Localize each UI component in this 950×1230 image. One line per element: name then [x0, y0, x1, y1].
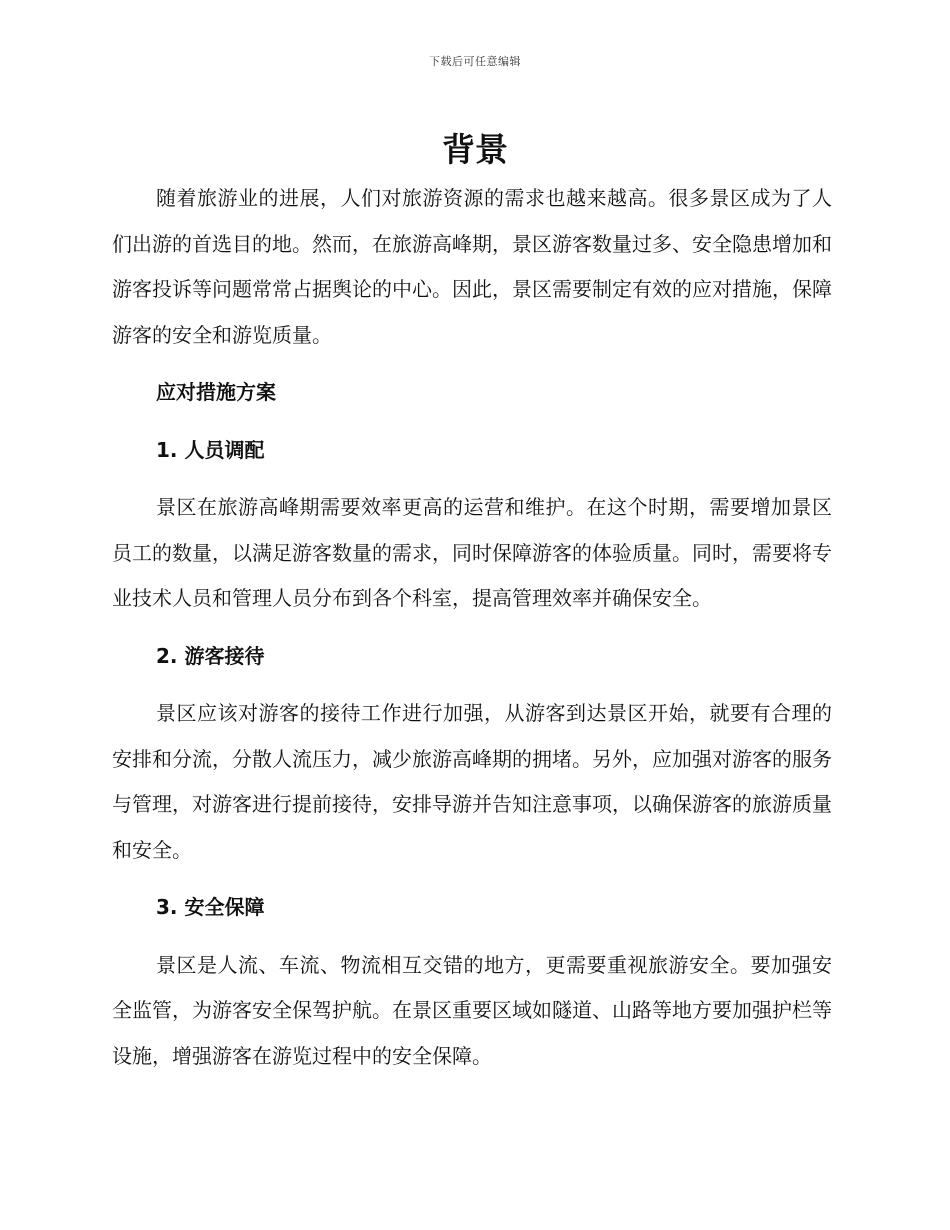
section-body-safety: 景区是人流、车流、物流相互交错的地方，更需要重视旅游安全。要加强安全监管，为游客安全保驾护航。在景区重要区域如隧道、山路等地方要加强护栏等设施，增强游客在游览过程中的安全保障。 [112, 952, 832, 1068]
section-body-reception: 景区应该对游客的接待工作进行加强，从游客到达景区开始，就要有合理的安排和分流，分散人流压力，减少旅游高峰期的拥堵。另外，应加强对游客的服务与管理，对游客进行提前接待，安排导游并告知注意事项，以确保游客的旅游质量和安全。 [112, 701, 832, 862]
section-heading-reception: 2. 游客接待 [156, 643, 265, 668]
intro-paragraph: 随着旅游业的进展，人们对旅游资源的需求也越来越高。很多景区成为了人们出游的首选目的地。然而，在旅游高峰期，景区游客数量过多、安全隐患增加和游客投诉等问题常常占据舆论的中心。因此，景区需要制定有效的应对措施，保障游客的安全和游览质量。 [112, 186, 832, 347]
plan-heading: 应对措施方案 [156, 380, 276, 404]
section-body-staffing: 景区在旅游高峰期需要效率更高的运营和维护。在这个时期，需要增加景区员工的数量，以满足游客数量的需求，同时保障游客的体验质量。同时，需要将专业技术人员和管理人员分布到各个科室，提高管理效率并确保安全。 [112, 495, 832, 610]
header-note: 下载后可任意编辑 [429, 55, 521, 68]
document-body [112, 176, 832, 1079]
section-heading-staffing: 1. 人员调配 [156, 437, 265, 462]
page-title: 背景 [442, 130, 508, 169]
section-heading-safety: 3. 安全保障 [156, 895, 265, 919]
